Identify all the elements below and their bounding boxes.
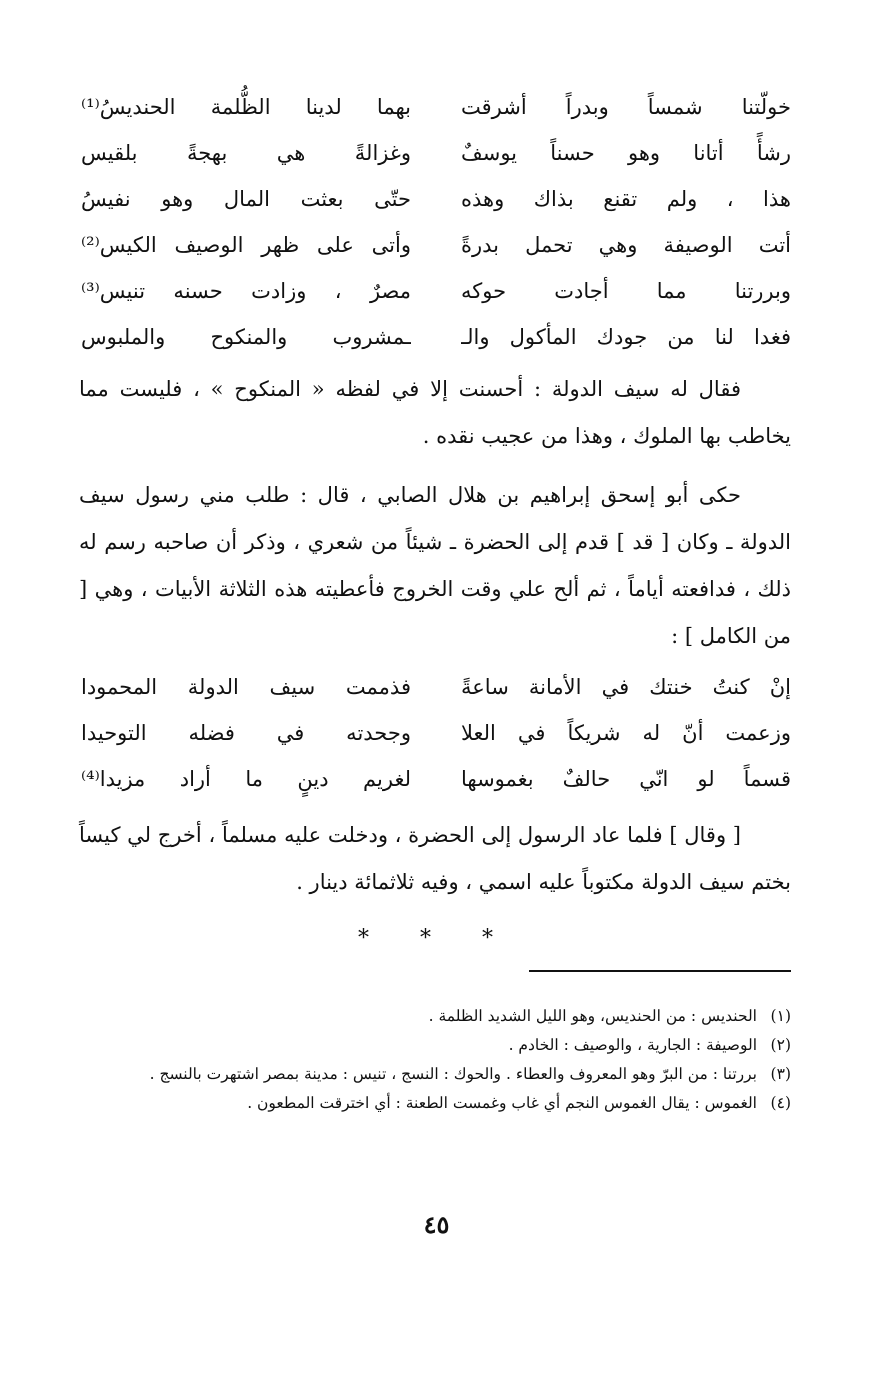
- verse: [81, 84, 791, 130]
- footnote-number: (٣): [770, 1065, 791, 1083]
- footnote-text: بررتنا : من البرّ وهو المعروف والعطاء . والحوك : النسج ، تنيس : مدينة بمصر اشتهرت بالنسج .: [149, 1065, 757, 1083]
- footnote-number: (١): [770, 1007, 791, 1025]
- verse: [81, 664, 791, 710]
- verse-first-hemistich: وبررتنا مما أجادت حوكه: [461, 279, 791, 303]
- verse: [81, 710, 791, 756]
- verse-first-hemistich: فغدا لنا من جودك المأكول والـ: [461, 325, 791, 349]
- footnote: [79, 1089, 791, 1118]
- verse-second-hemistich: لغريم دينٍ ما أراد مزيدا⁽⁴⁾: [81, 767, 411, 791]
- verse-second-hemistich: وغزالةً هي بهجةً بلقيس: [81, 141, 411, 165]
- verse-second-hemistich: فذممت سيف الدولة المحمودا: [81, 675, 411, 699]
- verse: [81, 222, 791, 268]
- footnote-number: (٢): [770, 1036, 791, 1054]
- verse-second-hemistich: وجحدته في فضله التوحيدا: [81, 721, 411, 745]
- verse-second-hemistich: حتّى بعثت المال وهو نفيسُ: [81, 187, 411, 211]
- verse-first-hemistich: خولّتنا شمساً وبدراً أشرقت: [461, 95, 791, 119]
- verse-first-hemistich: هذا ، ولم تقنع بذاك وهذه: [461, 187, 791, 211]
- verse-first-hemistich: وزعمت أنّ له شريكاً في العلا: [461, 721, 791, 745]
- footnote-divider: [529, 970, 791, 972]
- verse-first-hemistich: أتت الوصيفة وهي تحمل بدرةً: [461, 233, 791, 257]
- page-number: ٤٥: [423, 1210, 450, 1239]
- footnote: [79, 1060, 791, 1089]
- verse-second-hemistich: ـمشروب والمنكوح والملبوس: [81, 325, 411, 349]
- verse-second-hemistich: وأتى على ظهر الوصيف الكيس⁽²⁾: [81, 233, 411, 257]
- verse-second-hemistich: بهما لدينا الظُّلمة الحنديسُ⁽¹⁾: [81, 95, 411, 119]
- paragraph-conclusion: [ وقال ] فلما عاد الرسول إلى الحضرة ، ودخلت عليه مسلماً ، أخرج لي كيساً بختم سيف الدولة مكتوباً عليه اسمي ، وفيه ثلاثمائة دينار .: [79, 823, 791, 894]
- footnote: [79, 1002, 791, 1031]
- verse-first-hemistich: قسماً لو انّي حالفٌ بغموسها: [461, 767, 791, 791]
- verse-second-hemistich: مصرٌ ، وزادت حسنه تنيس⁽³⁾: [81, 279, 411, 303]
- footnote-text: الحنديس : من الحنديس، وهو الليل الشديد الظلمة .: [428, 1007, 757, 1025]
- footnote: [79, 1031, 791, 1060]
- paragraph-critique: فقال له سيف الدولة : أحسنت إلا في لفظه « المنكوح » ، فليست مما يخاطب بها الملوك ، وهذا من عجيب نقده .: [79, 377, 791, 448]
- verse: [81, 756, 791, 802]
- footnote-text: الغموس : يقال الغموس النجم أي غاب وغمست الطعنة : أي اخترقت المطعون .: [247, 1094, 757, 1112]
- footnote-text: الوصيفة : الجارية ، والوصيف : الخادم .: [508, 1036, 757, 1054]
- verse: [81, 268, 791, 314]
- verse-first-hemistich: إنْ كنتُ خنتك في الأمانة ساعةً: [461, 675, 791, 699]
- verse-first-hemistich: رشأً أتانا وهو حسناً يوسفٌ: [461, 141, 791, 165]
- footnote-number: (٤): [770, 1094, 791, 1112]
- poem-block-2: [81, 664, 791, 802]
- footnotes: [79, 1002, 791, 1118]
- verse: [81, 176, 791, 222]
- verse: [81, 130, 791, 176]
- poem-block-1: [81, 84, 791, 360]
- paragraph-narration: حكى أبو إسحق إبراهيم بن هلال الصابي ، قال : طلب مني رسول سيف الدولة ـ وكان [ قد ] قدم إلى الحضرة ـ شيئاً من شعري ، وذكر أن صاحبه رسم له ذلك ، فدافعته أياماً ، ثم ألح علي وقت الخروج فأعطيته هذه الثلاثة الأبيات ، وهي [ من الكامل ] :: [79, 483, 791, 648]
- section-separator: * * *: [358, 926, 515, 951]
- verse: [81, 314, 791, 360]
